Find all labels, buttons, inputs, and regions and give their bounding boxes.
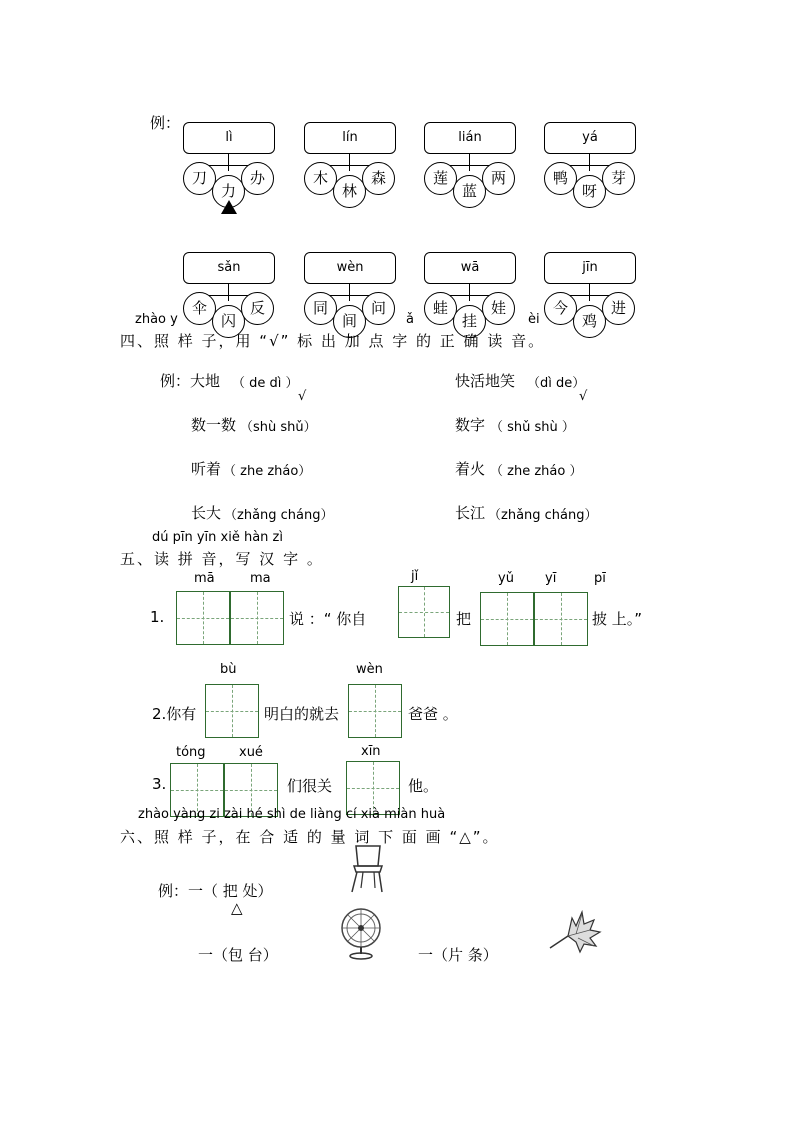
s4-options-1[interactable]: （ de dì ） [232,376,299,391]
section6-item-1: 一（包 台） [198,946,278,964]
pinyin-cluster [412,252,522,342]
q3-py-1: tóng [176,745,206,760]
character-circle[interactable]: 挂 [453,305,486,338]
q1-py-3: jǐ [411,569,419,584]
character-circle[interactable]: 间 [333,305,366,338]
section4-title: 四、照 样 子，用 “√” 标 出 加 点 字 的 正 确 读 音。 [120,332,546,350]
section4-pinyin-fragment-1: zhào y [135,312,178,327]
pinyin-cluster [532,122,642,212]
character-circle[interactable]: 呀 [573,175,606,208]
selected-triangle-icon [221,200,237,214]
q1-py-1: mā [194,571,215,586]
character-circle[interactable]: 办 [241,162,274,195]
section6-item-2: 一（片 条） [418,946,498,964]
pinyin-box: wā [424,252,516,284]
q1-text-3: 披 上。” [592,610,643,628]
character-circle[interactable]: 力 [212,175,245,208]
writing-box[interactable] [398,586,450,638]
character-circle[interactable]: 木 [304,162,337,195]
pinyin-cluster [171,252,281,342]
character-circle[interactable]: 芽 [602,162,635,195]
pinyin-box: wèn [304,252,396,284]
writing-box[interactable] [534,592,588,646]
s4-options-7[interactable]: （zhǎng cháng） [224,508,334,523]
q1-number: 1. [150,608,165,626]
s4-options-4[interactable]: （ shǔ shù ） [490,420,575,435]
pinyin-cluster [532,252,642,342]
writing-box[interactable] [176,591,230,645]
s4-options-6[interactable]: （ zhe zháo ） [490,464,583,479]
character-circle[interactable]: 林 [333,175,366,208]
character-circle[interactable]: 同 [304,292,337,325]
q1-py-4: yǔ [498,571,514,586]
s4-word-1: 例：大地 [160,372,221,390]
character-circle[interactable]: 今 [544,292,577,325]
chair-icon [346,842,386,894]
q1-py-5: yī [545,571,557,586]
q1-py-6: pī [594,571,606,586]
pinyin-box: yá [544,122,636,154]
pinyin-cluster [412,122,522,212]
checkmark-2: √ [579,389,588,404]
s4-options-8[interactable]: （zhǎng cháng） [488,508,598,523]
q3-py-3: xīn [361,744,381,759]
section5-pinyin: dú pīn yīn xiě hàn zì [152,530,283,545]
character-circle[interactable]: 鸡 [573,305,606,338]
pinyin-box: jīn [544,252,636,284]
q2-py-2: wèn [356,662,383,677]
s4-word-5: 听着 [191,460,222,478]
section4-pinyin-fragment-2: ǎ [406,312,414,327]
pinyin-cluster [171,122,281,212]
writing-box[interactable] [205,684,259,738]
writing-box[interactable] [348,684,402,738]
pinyin-cluster [292,252,402,342]
character-circle[interactable]: 蛙 [424,292,457,325]
section6-title: 六、照 样 子，在 合 适 的 量 词 下 面 画 “△”。 [120,828,500,846]
section4-pinyin-fragment-3: èi [528,312,540,327]
section6-pinyin: zhào yàng zi zài hé shì de liàng cí xià miàn huà [138,807,446,822]
q1-text-2: 把 [456,610,472,628]
q3-text-2: 他。 [408,777,439,795]
s4-options-3[interactable]: （shù shǔ） [240,420,317,435]
character-circle[interactable]: 刀 [183,162,216,195]
character-circle[interactable]: 问 [362,292,395,325]
s4-word-4: 数字 [455,416,486,434]
fan-icon [338,906,384,960]
q1-py-2: ma [250,571,271,586]
q3-number: 3. [152,775,167,793]
section6-example: 例：一（ 把 处） [158,882,273,900]
pinyin-box: lín [304,122,396,154]
s4-word-8: 长江 [455,504,486,522]
q3-py-2: xué [239,745,263,760]
character-circle[interactable]: 闪 [212,305,245,338]
pinyin-box: lì [183,122,275,154]
pinyin-box: lián [424,122,516,154]
character-circle[interactable]: 森 [362,162,395,195]
q2-number: 2.你有 [152,705,197,723]
s4-word-3: 数一数 [191,416,237,434]
section5-title: 五、读 拼 音，写 汉 字 。 [120,550,324,568]
leaf-icon [546,908,602,954]
character-circle[interactable]: 娃 [482,292,515,325]
writing-box[interactable] [480,592,534,646]
s4-options-5[interactable]: （ zhe zháo） [223,464,312,479]
q2-py-1: bù [220,662,237,677]
character-circle[interactable]: 进 [602,292,635,325]
pinyin-box: sǎn [183,252,275,284]
q3-text-1: 们很关 [287,777,333,795]
example-label: 例： [150,114,181,132]
s4-word-7: 长大 [191,504,222,522]
s4-options-2[interactable]: （dì de） [527,376,586,391]
checkmark-1: √ [298,389,307,404]
character-circle[interactable]: 伞 [183,292,216,325]
character-circle[interactable]: 莲 [424,162,457,195]
q1-text-1: 说 ：“ 你自 [289,610,367,628]
q2-text-2: 爸爸 。 [408,705,458,723]
q2-text-1: 明白的就去 [264,705,340,723]
character-circle[interactable]: 两 [482,162,515,195]
s4-word-6: 着火 [455,460,486,478]
character-circle[interactable]: 鸭 [544,162,577,195]
character-circle[interactable]: 反 [241,292,274,325]
example-triangle: △ [231,899,243,917]
pinyin-cluster [292,122,402,212]
s4-word-2: 快活地笑 [455,372,516,390]
character-circle[interactable]: 蓝 [453,175,486,208]
writing-box[interactable] [230,591,284,645]
